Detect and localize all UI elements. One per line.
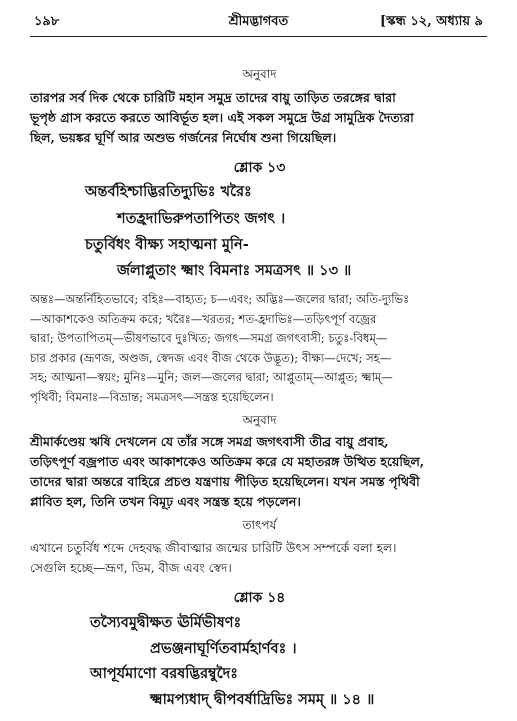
verse-14-line: ক্ষ্মামপ্যধাদ্ দ্বীপবর্ষাদ্রিভিঃ সমম্ ॥ ১৪ ॥ — [150, 691, 375, 708]
book-title: শ্রীমদ্ভাগবত — [228, 14, 289, 29]
purport-text — [30, 538, 489, 578]
translation-12-label: অনুবাদ — [242, 67, 277, 81]
verse-13-line: র্জলাপ্লুতাং ক্ষ্মাং বিমনাঃ সমত্রসৎ ॥ ১৩ ॥ — [117, 262, 352, 279]
verse-13-line: শতহ্রদাভিরুপতাপিতং জগৎ । — [117, 210, 286, 227]
synonyms-line: সহ; আত্মনা—স্বয়ং; মুনিঃ—মুনি; জল—জলের দ্বারা; আপ্লুতাম্—আপ্লুত; ক্ষ্মাম্— — [30, 370, 393, 384]
translation-13-line: তড়িৎপূর্ণ বজ্রপাত এবং আকাশকেও অতিক্রম করে যে মহাতরঙ্গ উত্থিত হয়েছিল, — [30, 454, 425, 469]
translation-13-text — [30, 432, 489, 512]
synonyms-line: দ্বারা; উপতাপিতম্—ভীষণভাবে দুঃখিত; জগৎ—সমগ্র জগৎবাসী; চতুঃ-বিধম্— — [30, 331, 388, 345]
purport-line: এখানে চতুর্বিধ শব্দে দেহবদ্ধ জীবাত্মার জন্মের চারিটি উৎস সম্পর্কে বলা হল। — [30, 541, 397, 555]
page-number: ১৯৮ — [34, 14, 60, 29]
translation-13-line: তাদের দ্বারা অন্তরে বাহিরে প্রচণ্ড যন্ত্রণায় পীড়িত হয়েছিলেন। যখন সমস্ত পৃথিবী — [30, 474, 420, 489]
verse-14-line: আপূর্যমাণো বরষদ্ভিরম্বুদৈঃ — [90, 665, 239, 682]
verse-14-heading: শ্লোক ১৪ — [233, 590, 286, 606]
page-header — [34, 8, 483, 34]
translation-12-line: ভূপৃষ্ঠ গ্রাস করতে করতে আবির্ভূত হল। এই সকল সমুদ্রে উগ্র সামুদ্রিক দৈত্যরা — [30, 110, 414, 125]
translation-12-line: ছিল, ভয়ঙ্কর ঘূর্ণি আর অশুভ গর্জনের নির্ঘোষ শুনা গিয়েছিল। — [30, 130, 337, 145]
translation-12-line: তারপর সর্ব দিক থেকে চারিটি মহান সমুদ্র তাদের বায়ু তাড়িত তরঙ্গের দ্বারা — [30, 90, 396, 105]
synonyms-line: চার প্রকার (ভ্রূণজ, অণ্ডজ, স্বেদজ এবং বীজ থেকে উদ্ভূত); বীক্ষ্য—দেখে; সহ— — [30, 350, 392, 365]
translation-13-line: শ্রীমার্কণ্ডেয় ঋষি দেখলেন যে তাঁর সঙ্গে সমগ্র জগৎবাসী তীব্র বায়ু প্রবাহ, — [30, 434, 389, 449]
verse-13-line: অন্তর্বহিশ্চাদ্ভিরতিদ্যুভিঃ খরৈঃ — [85, 183, 252, 200]
translation-13-label: অনুবাদ — [242, 413, 277, 427]
translation-12-text — [30, 88, 489, 148]
header-divider — [30, 36, 487, 37]
purport-line: সেগুলি হচ্ছে—ভ্রূণ, ডিম, বীজ এবং স্বেদ। — [30, 561, 232, 575]
synonyms-13 — [30, 290, 489, 407]
chapter-reference: [স্কন্ধ ১২, অধ্যায় ৯ — [380, 14, 483, 29]
verse-14-line: তস্যৈবমুদ্বীক্ষত ঊর্মিভীষণঃ — [90, 614, 242, 631]
synonyms-line: পৃথিবী; বিমনাঃ—বিভ্রান্ত; সমত্রসৎ—সন্ত্রস্ত হয়েছিলেন। — [30, 389, 274, 404]
translation-13-line: প্লাবিত হল, তিনি তখন বিমূঢ় এবং সন্ত্রস্ত হয়ে পড়লেন। — [30, 494, 301, 509]
verse-13-line: চতুর্বিধং বীক্ষ্য সহাত্মনা মুনি- — [85, 236, 249, 253]
verse-14-line: প্রভঞ্জনাঘূর্ণিতবার্মহার্ণবঃ । — [150, 640, 297, 657]
synonyms-line: অন্তঃ—অন্তর্নিহিতভাবে; বহিঃ—বাহ্যত; চ—এবং; অদ্ভিঃ—জলের দ্বারা; অতি-দ্যুভিঃ — [30, 292, 410, 306]
synonyms-line: —আকাশকেও অতিক্রম করে; খরৈঃ—খরতর; শত-হ্রদাভিঃ—তড়িৎপূর্ণ বজ্রের — [30, 311, 377, 326]
purport-label: তাৎপর্য — [242, 518, 277, 532]
verse-13-heading: শ্লোক ১৩ — [233, 160, 286, 176]
